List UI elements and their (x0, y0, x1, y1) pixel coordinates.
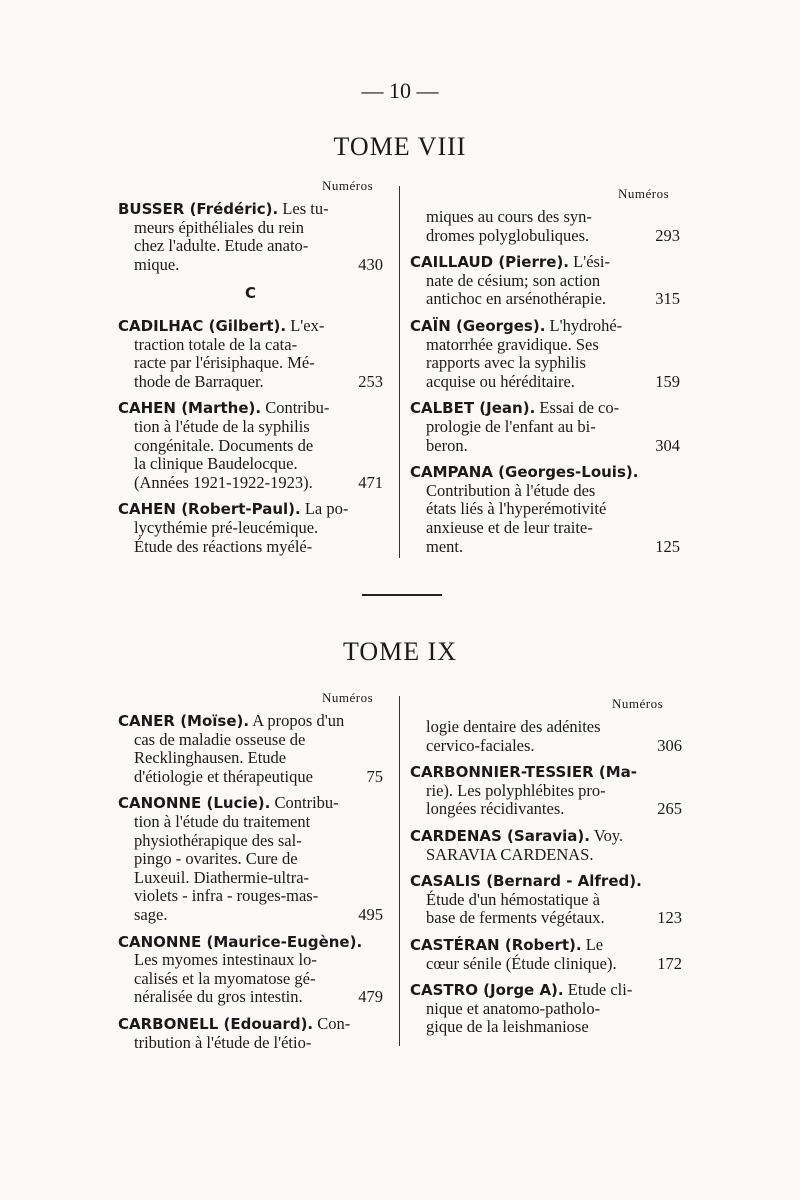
index-entry (118, 317, 383, 391)
entry-text: Luxeuil. Diathermie-ultra- (134, 867, 310, 887)
entry-text: Contribution à l'étude des (426, 480, 596, 500)
entry-text: racte par l'érisiphaque. Mé- (134, 353, 315, 373)
entry-text: états liés à l'hyperémotivité (426, 499, 607, 519)
entry-text: calisés et la myomatose gé- (134, 968, 316, 988)
tome-viii-left-column (118, 200, 383, 564)
tome-viii-title: TOME VIII (333, 132, 467, 161)
reference-number: 159 (655, 371, 680, 391)
section-divider (362, 594, 442, 596)
reference-number: 123 (657, 908, 682, 928)
entry-text: L'ex- (290, 315, 325, 335)
tome-ix-right-column (410, 718, 682, 1045)
index-entry (118, 1015, 383, 1052)
entry-text: L'hydrohé- (549, 315, 623, 335)
entry-text: pingo - ovarites. Cure de (134, 849, 298, 869)
author-name: CAILLAUD (Pierre). (410, 253, 570, 272)
index-entry (410, 399, 680, 455)
entry-text: violets - infra - rouges-mas- (134, 886, 319, 906)
entry-text: rapports avec la syphilis (426, 353, 586, 373)
index-entry (118, 200, 383, 274)
index-entry (410, 253, 680, 309)
index-entry (410, 981, 682, 1037)
author-name: CADILHAC (Gilbert). (118, 316, 287, 335)
entry-text: logie dentaire des adénites (426, 717, 601, 736)
reference-number: 125 (655, 536, 680, 556)
entry-text: Voy. (593, 825, 624, 845)
entry-text: nique et anatomo-patholo- (426, 998, 601, 1018)
entry-text: congénitale. Documents de (134, 435, 314, 455)
entry-text: SARAVIA CARDENAS. (426, 844, 594, 864)
entry-text: dromes polyglobuliques. (426, 225, 590, 245)
entry-text: antichoc en arsénothérapie. (426, 289, 607, 309)
entry-text: Les myomes intestinaux lo- (134, 950, 317, 970)
author-name: CARDENAS (Saravia). (410, 826, 590, 845)
entry-text: Étude des réactions myélé- (134, 536, 313, 556)
entry-text: meurs épithéliales du rein (134, 217, 304, 237)
section-letter: C (244, 284, 256, 303)
entry-text: Étude d'un hémostatique à (426, 889, 600, 909)
reference-number: 430 (358, 254, 383, 274)
tome-ix-title: TOME IX (342, 637, 458, 666)
entry-text: traction totale de la cata- (134, 334, 298, 354)
reference-number: 253 (358, 371, 383, 391)
entry-text: (Années 1921-1922-1923). (134, 472, 313, 492)
tome-viii-right-column (410, 208, 680, 564)
author-name: CALBET (Jean). (410, 399, 536, 418)
index-entry (118, 933, 383, 1007)
column-header-right: Numéros (612, 696, 664, 711)
entry-text: Contribu- (265, 398, 330, 418)
index-entry (410, 827, 682, 864)
entry-text: cas de maladie osseuse de (134, 729, 306, 749)
reference-number: 304 (655, 435, 680, 455)
index-entry-continued (410, 208, 680, 245)
entry-text: néralisée du gros intestin. (134, 987, 303, 1007)
tome-ix-left-column (118, 712, 383, 1060)
column-header-right: Numéros (618, 186, 670, 201)
author-name: CASTÉRAN (Robert). (410, 935, 582, 954)
entry-text: d'étiologie et thérapeutique (134, 766, 313, 786)
entry-text: L'ési- (573, 252, 611, 272)
entry-text: Etude cli- (567, 980, 633, 1000)
author-name: CAÏN (Georges). (410, 316, 546, 335)
entry-text: lycythémie pré-leucémique. (134, 517, 319, 537)
entry-text: base de ferments végétaux. (426, 908, 605, 928)
entry-text: la clinique Baudelocque. (134, 454, 298, 474)
index-entry-continued (410, 718, 682, 755)
entry-text: nate de césium; son action (426, 270, 601, 290)
entry-text: prologie de l'enfant au bi- (426, 416, 596, 436)
index-entry (410, 317, 680, 391)
reference-number: 265 (657, 799, 682, 819)
index-entry (118, 500, 383, 556)
entry-text: chez l'adulte. Etude anato- (134, 236, 309, 256)
index-entry (410, 763, 682, 819)
entry-text: Le (585, 934, 604, 954)
entry-text: gique de la leishmaniose (426, 1017, 589, 1037)
entry-text: ment. (426, 536, 464, 556)
author-name: CARBONELL (Edouard). (118, 1014, 314, 1033)
author-name: CAMPANA (Georges-Louis). (410, 463, 639, 482)
author-name: CANONNE (Maurice-Eugène). (118, 932, 363, 951)
author-name: CASTRO (Jorge A). (410, 981, 564, 1000)
index-entry (118, 794, 383, 924)
entry-text: thode de Barraquer. (134, 371, 264, 391)
column-divider (399, 186, 400, 558)
author-name: CANER (Moïse). (118, 712, 250, 730)
column-header-left: Numéros (322, 690, 374, 705)
entry-text: Les tu- (282, 199, 329, 218)
reference-number: 75 (366, 766, 383, 786)
entry-text: La po- (304, 499, 349, 519)
entry-text: beron. (426, 435, 468, 455)
index-entry (410, 463, 680, 556)
page-number: — 10 — (361, 78, 439, 103)
column-header-left: Numéros (322, 178, 374, 193)
index-entry (118, 399, 383, 492)
author-name: CARBONNIER-TESSIER (Ma- (410, 763, 637, 782)
index-entry (410, 872, 682, 928)
reference-number: 315 (655, 289, 680, 309)
entry-text: Contribu- (274, 793, 339, 813)
index-entry (118, 712, 383, 786)
column-divider (399, 696, 400, 1046)
entry-text: longées récidivantes. (426, 799, 565, 819)
reference-number: 306 (657, 735, 682, 755)
author-name: BUSSER (Frédéric). (118, 200, 279, 218)
entry-text: physiothérapique des sal- (134, 830, 302, 850)
entry-text: miques au cours des syn- (426, 207, 592, 226)
index-entry (410, 936, 682, 973)
reference-number: 479 (358, 987, 383, 1007)
entry-text: Essai de co- (539, 398, 620, 418)
author-name: CAHEN (Robert-Paul). (118, 500, 301, 519)
entry-text: tion à l'étude de la syphilis (134, 416, 310, 436)
reference-number: 495 (358, 904, 383, 924)
entry-text: tion à l'étude du traitement (134, 811, 311, 831)
reference-number: 172 (657, 953, 682, 973)
entry-text: mique. (134, 254, 180, 274)
entry-text: Con- (317, 1013, 351, 1033)
entry-text: matorrhée gravidique. Ses (426, 334, 599, 354)
author-name: CASALIS (Bernard - Alfred). (410, 872, 642, 891)
entry-text: tribution à l'étude de l'étio- (134, 1032, 312, 1052)
entry-text: cœur sénile (Étude clinique). (426, 953, 617, 973)
entry-text: sage. (134, 904, 168, 924)
author-name: CAHEN (Marthe). (118, 399, 262, 418)
author-name: CANONNE (Lucie). (118, 794, 271, 813)
entry-text: rie). Les polyphlébites pro- (426, 780, 606, 800)
reference-number: 471 (358, 472, 383, 492)
reference-number: 293 (655, 225, 680, 245)
entry-text: Recklinghausen. Etude (134, 748, 287, 768)
entry-text: cervico-faciales. (426, 735, 535, 755)
entry-text: anxieuse et de leur traite- (426, 517, 593, 537)
entry-text: acquise ou héréditaire. (426, 371, 575, 391)
entry-text: A propos d'un (252, 711, 345, 730)
